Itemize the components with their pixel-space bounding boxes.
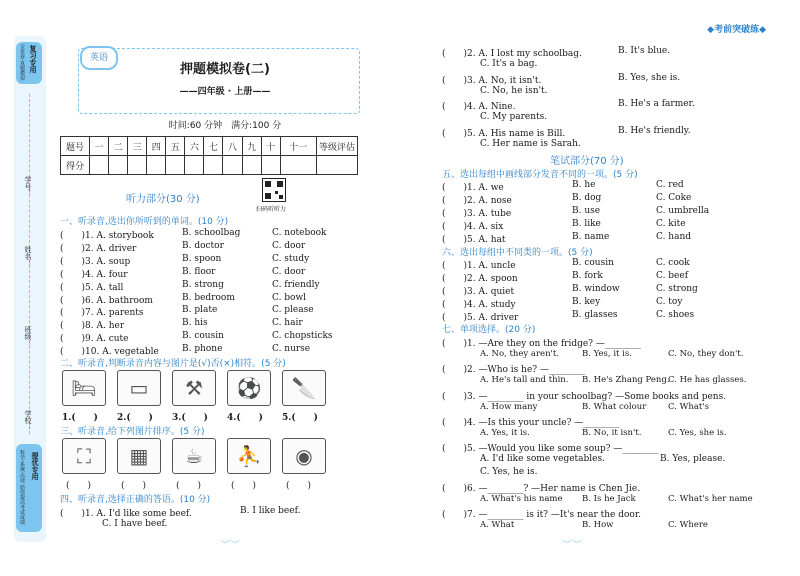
strip-top-small: 全优卷·真题模拟 bbox=[19, 44, 25, 81]
sec5-title: 五、选出每组中画线部分发音不同的一项。(5 分) bbox=[442, 170, 638, 180]
sec1-item-a: ( )8. A. her bbox=[60, 321, 125, 332]
sec7-option-a: A. What's his name bbox=[480, 493, 563, 504]
sec7-option-b: B. How bbox=[582, 519, 614, 530]
score-cell[interactable] bbox=[166, 156, 185, 175]
sec5-item-c: C. umbrella bbox=[656, 206, 710, 216]
sec5-item-b: B. dog bbox=[572, 193, 602, 203]
sec1-item-b: B. plate bbox=[182, 305, 218, 316]
sec1-item-b: B. cousin bbox=[182, 331, 224, 342]
sec4-item-b: B. Yes, she is. bbox=[618, 72, 681, 83]
score-cell[interactable] bbox=[261, 156, 280, 175]
sec6-item-a: ( )3. A. quiet bbox=[442, 287, 515, 297]
strip-top-text: 复习专用 bbox=[29, 45, 37, 73]
sec1-item-b: B. phone bbox=[182, 344, 223, 355]
sec4-q1-c: C. I have beef. bbox=[102, 519, 168, 529]
score-cell: 九 bbox=[242, 137, 261, 156]
sec1-item-c: C. door bbox=[272, 266, 306, 277]
sec5-item-a: ( )3. A. tube bbox=[442, 209, 512, 219]
sec3-picture bbox=[282, 438, 326, 474]
sec5-item-b: B. name bbox=[572, 232, 610, 242]
score-cell: 得分 bbox=[61, 156, 90, 175]
sec2-picture bbox=[172, 370, 216, 406]
sec7-option-a: A. Yes, it is. bbox=[480, 427, 530, 438]
sec6-item-a: ( )2. A. spoon bbox=[442, 274, 518, 284]
sec2-answer[interactable]: 1.( ) bbox=[62, 413, 98, 423]
sec1-item-c: C. study bbox=[272, 253, 310, 264]
sec7-question: ( )2. —Who is he? —________ bbox=[442, 365, 585, 376]
sec1-item-c: C. hair bbox=[272, 318, 303, 329]
qr-code-icon[interactable] bbox=[262, 178, 286, 202]
sec5-item-b: B. use bbox=[572, 206, 601, 216]
sec7-option-c: C. No, they don't. bbox=[668, 349, 744, 359]
sec4-title: 四、听录音,选择正确的答语。(10 分) bbox=[60, 495, 211, 505]
sec3-picture bbox=[172, 438, 216, 474]
sec6-item-a: ( )4. A. study bbox=[442, 300, 516, 310]
sec7-question: ( )6. —________? —Her name is Chen Jie. bbox=[442, 483, 641, 494]
sec3-picture bbox=[117, 438, 161, 474]
sec7-question: ( )1. —Are they on the fridge? —________ bbox=[442, 339, 641, 349]
sec7-option-b: B. Is he Jack bbox=[582, 493, 636, 504]
picture-icon: 🔪 bbox=[291, 376, 317, 400]
score-cell[interactable] bbox=[185, 156, 204, 175]
score-cell: 二 bbox=[109, 137, 128, 156]
sec1-item-c: C. chopsticks bbox=[272, 331, 333, 342]
sec2-title: 二、听录音,判断录音内容与图片是(√)否(×)相符。(5 分) bbox=[60, 359, 286, 369]
sec5-item-b: B. he bbox=[572, 180, 596, 190]
sec3-title: 三、听录音,给下列图片排序。(5 分) bbox=[60, 427, 205, 437]
sec7-option-c: C. Yes, she is. bbox=[668, 427, 727, 438]
sec2-answer[interactable]: 5.( ) bbox=[282, 413, 318, 423]
sec5-item-a: ( )5. A. hat bbox=[442, 235, 506, 245]
field-name: 姓名： bbox=[24, 246, 32, 267]
sec1-item-b: B. schoolbag bbox=[182, 228, 241, 238]
sec1-item-a: ( )4. A. four bbox=[60, 269, 128, 280]
sec1-item-b: B. doctor bbox=[182, 240, 224, 251]
sec2-picture bbox=[282, 370, 326, 406]
sec1-item-a: ( )10. A. vegetable bbox=[60, 347, 159, 358]
sec5-item-a: ( )2. A. nose bbox=[442, 196, 512, 206]
sec6-item-b: B. window bbox=[572, 284, 620, 294]
score-cell[interactable] bbox=[242, 156, 261, 175]
picture-icon: ▭ bbox=[129, 376, 149, 400]
picture-icon: ⚽ bbox=[236, 376, 262, 400]
sec3-answer[interactable]: ( ) bbox=[286, 481, 312, 491]
qr-caption: 扫码听听力 bbox=[256, 206, 287, 213]
sec1-item-b: B. bedroom bbox=[182, 292, 235, 303]
sec7-option-c: C. Yes, he is. bbox=[480, 467, 538, 478]
sec6-item-c: C. shoes bbox=[656, 310, 695, 320]
picture-icon: ⛶ bbox=[77, 444, 91, 468]
sec3-answer[interactable]: ( ) bbox=[176, 481, 202, 491]
sec6-item-c: C. beef bbox=[656, 271, 689, 281]
sec1-item-a: ( )3. A. soup bbox=[60, 256, 131, 267]
sec5-item-a: ( )1. A. we bbox=[442, 183, 504, 193]
sec7-option-a: A. He's tall and thin. bbox=[480, 375, 569, 386]
score-cell: 等级评估 bbox=[317, 137, 358, 156]
sec6-item-c: C. strong bbox=[656, 284, 698, 294]
score-cell[interactable] bbox=[280, 156, 316, 175]
sec5-item-c: C. Coke bbox=[656, 193, 692, 203]
sec7-option-b: B. He's Zhang Peng. bbox=[582, 375, 670, 386]
score-cell: 三 bbox=[128, 137, 147, 156]
sec6-item-a: ( )5. A. driver bbox=[442, 313, 519, 323]
sec1-title: 一、听录音,选出你所听到的单词。(10 分) bbox=[60, 217, 229, 227]
score-cell[interactable] bbox=[223, 156, 242, 175]
score-cell: 七 bbox=[204, 137, 223, 156]
listening-part-title: 听力部分(30 分) bbox=[126, 194, 200, 205]
sec6-item-b: B. glasses bbox=[572, 310, 618, 320]
sec3-picture bbox=[62, 438, 106, 474]
sec4-item-b: B. It's blue. bbox=[618, 46, 671, 56]
sec7-option-a: A. What bbox=[480, 519, 515, 530]
score-cell: 一 bbox=[90, 137, 109, 156]
sec7-question: ( )7. —________ is it? —It's near the door. bbox=[442, 509, 642, 520]
score-cell: 四 bbox=[147, 137, 166, 156]
page-ornament-left: ︶︶ bbox=[220, 540, 240, 551]
time-score: 时间:60 分钟 满分:100 分 bbox=[168, 121, 282, 131]
sec7-option-c: C. What's her name bbox=[668, 493, 753, 504]
field-school: 学校： bbox=[24, 410, 32, 431]
sec4-q1-b: B. I like beef. bbox=[240, 506, 301, 516]
sec4-item-a: ( )5. A. His name is Bill. bbox=[442, 128, 566, 139]
sec7-option-b: B. What colour bbox=[582, 401, 647, 412]
sec1-item-c: C. notebook bbox=[272, 228, 327, 238]
strip-bottom-label bbox=[16, 444, 42, 532]
sec3-answer[interactable]: ( ) bbox=[231, 481, 257, 491]
sec4-item-a: ( )2. A. I lost my schoolbag. bbox=[442, 49, 582, 59]
sec7-option-a: A. I'd like some vegetables. bbox=[480, 454, 605, 465]
sec6-item-c: C. toy bbox=[656, 297, 683, 307]
picture-icon: ◉ bbox=[295, 444, 313, 468]
score-cell: 五 bbox=[166, 137, 185, 156]
top-tag: ◆考前突破练◆ bbox=[707, 25, 766, 35]
sec7-option-c: C. Where bbox=[668, 519, 708, 530]
score-cell: 十 bbox=[261, 137, 280, 156]
score-cell[interactable] bbox=[204, 156, 223, 175]
sec4-item-c: C. Her name is Sarah. bbox=[480, 138, 581, 149]
score-cell: 六 bbox=[185, 137, 204, 156]
sec4-item-c: C. My parents. bbox=[480, 112, 548, 122]
sec2-picture bbox=[117, 370, 161, 406]
sec4-item-c: C. It's a bag. bbox=[480, 59, 538, 69]
sec1-item-a: ( )9. A. cute bbox=[60, 334, 129, 345]
picture-icon: ☕ bbox=[185, 444, 203, 468]
written-part-title: 笔试部分(70 分) bbox=[550, 156, 624, 167]
sec1-item-a: ( )6. A. bathroom bbox=[60, 295, 153, 306]
field-id: 学号： bbox=[24, 176, 32, 197]
sec1-item-c: C. door bbox=[272, 240, 306, 251]
sec2-answer[interactable]: 2.( ) bbox=[117, 413, 153, 423]
sec7-question: ( )5. —Would you like some soup? —________ bbox=[442, 444, 659, 455]
sec1-item-a: ( )5. A. tall bbox=[60, 282, 124, 293]
score-cell: 题号 bbox=[61, 137, 90, 156]
sec6-item-a: ( )1. A. uncle bbox=[442, 261, 516, 271]
sec4-q1-a: ( )1. A. I'd like some beef. bbox=[60, 509, 192, 519]
sec1-item-b: B. spoon bbox=[182, 253, 222, 264]
score-table bbox=[60, 136, 358, 175]
sec1-item-b: B. strong bbox=[182, 279, 224, 290]
page-title: 押题模拟卷(二) bbox=[180, 62, 270, 77]
score-cell[interactable] bbox=[147, 156, 166, 175]
sec3-answer[interactable]: ( ) bbox=[121, 481, 147, 491]
picture-icon: ▦ bbox=[129, 444, 149, 468]
score-cell[interactable] bbox=[109, 156, 128, 175]
sec1-item-c: C. nurse bbox=[272, 344, 311, 355]
sec6-item-c: C. cook bbox=[656, 258, 690, 268]
score-cell: 八 bbox=[223, 137, 242, 156]
picture-icon: ⛹ bbox=[236, 444, 262, 468]
sec5-item-c: C. kite bbox=[656, 219, 686, 229]
sec2-answer[interactable]: 3.( ) bbox=[172, 413, 208, 423]
sec1-item-b: B. his bbox=[182, 318, 208, 329]
sec6-item-b: B. cousin bbox=[572, 258, 614, 268]
sec1-item-a: ( )1. A. storybook bbox=[60, 231, 154, 241]
sec7-question: ( )4. —Is this your uncle? —________ bbox=[442, 417, 620, 428]
sec5-item-a: ( )4. A. six bbox=[442, 222, 504, 232]
sec5-item-c: C. red bbox=[656, 180, 684, 190]
sec1-item-c: C. friendly bbox=[272, 279, 320, 290]
sec7-option-a: A. No, they aren't. bbox=[480, 349, 560, 359]
sec5-item-b: B. like bbox=[572, 219, 601, 229]
score-cell[interactable] bbox=[90, 156, 109, 175]
sec4-item-b: B. He's friendly. bbox=[618, 125, 691, 136]
sec1-item-c: C. please bbox=[272, 305, 314, 316]
sec5-item-c: C. hand bbox=[656, 232, 692, 242]
sec2-picture bbox=[62, 370, 106, 406]
sec7-option-b: B. No, it isn't. bbox=[582, 427, 642, 438]
sec2-picture bbox=[227, 370, 271, 406]
field-class: 班级： bbox=[24, 326, 32, 347]
sec4-item-c: C. No, he isn't. bbox=[480, 85, 548, 96]
subject-badge: 英语 bbox=[80, 46, 118, 70]
sec1-item-a: ( )7. A. parents bbox=[60, 308, 144, 319]
sec7-title: 七、单项选择。(20 分) bbox=[442, 325, 536, 335]
sec7-question: ( )3. —________ in your schoolbag? —Some books and pens. bbox=[442, 391, 727, 402]
sec2-answer[interactable]: 4.( ) bbox=[227, 413, 263, 423]
sec4-item-a: ( )3. A. No, it isn't. bbox=[442, 75, 542, 86]
sec6-title: 六、选出每组中不同类的一项。(5 分) bbox=[442, 248, 593, 258]
score-cell[interactable] bbox=[317, 156, 358, 175]
strip-top-label bbox=[16, 42, 42, 84]
sec3-answer[interactable]: ( ) bbox=[66, 481, 92, 491]
sec6-item-b: B. fork bbox=[572, 271, 603, 281]
sec4-item-b: B. He's a farmer. bbox=[618, 99, 695, 109]
sec7-option-c: C. What's bbox=[668, 401, 709, 412]
sec3-picture bbox=[227, 438, 271, 474]
sec7-option-b: B. Yes, please. bbox=[660, 454, 726, 465]
picture-icon: 🛏 bbox=[71, 376, 97, 400]
page-ornament-right: ︶︶ bbox=[562, 540, 582, 551]
sec6-item-b: B. key bbox=[572, 297, 601, 307]
sec7-option-c: C. He has glasses. bbox=[668, 375, 747, 386]
sec7-option-b: B. Yes, it is. bbox=[582, 349, 632, 359]
sec7-option-a: A. How many bbox=[480, 401, 538, 412]
page-subtitle: ——四年级 · 上册—— bbox=[179, 87, 271, 97]
score-cell[interactable] bbox=[128, 156, 147, 175]
sec4-item-a: ( )4. A. Nine. bbox=[442, 102, 516, 112]
score-cell: 十一 bbox=[280, 137, 316, 156]
strip-bottom-text: 提优专用 bbox=[31, 452, 39, 480]
sec1-item-c: C. bowl bbox=[272, 292, 307, 303]
sec1-item-a: ( )2. A. driver bbox=[60, 243, 137, 254]
sec1-item-b: B. floor bbox=[182, 266, 216, 277]
strip-bottom-small: 科学·系统·高效 助你提高考试成绩 bbox=[19, 450, 25, 525]
picture-icon: ⚒ bbox=[185, 376, 203, 400]
